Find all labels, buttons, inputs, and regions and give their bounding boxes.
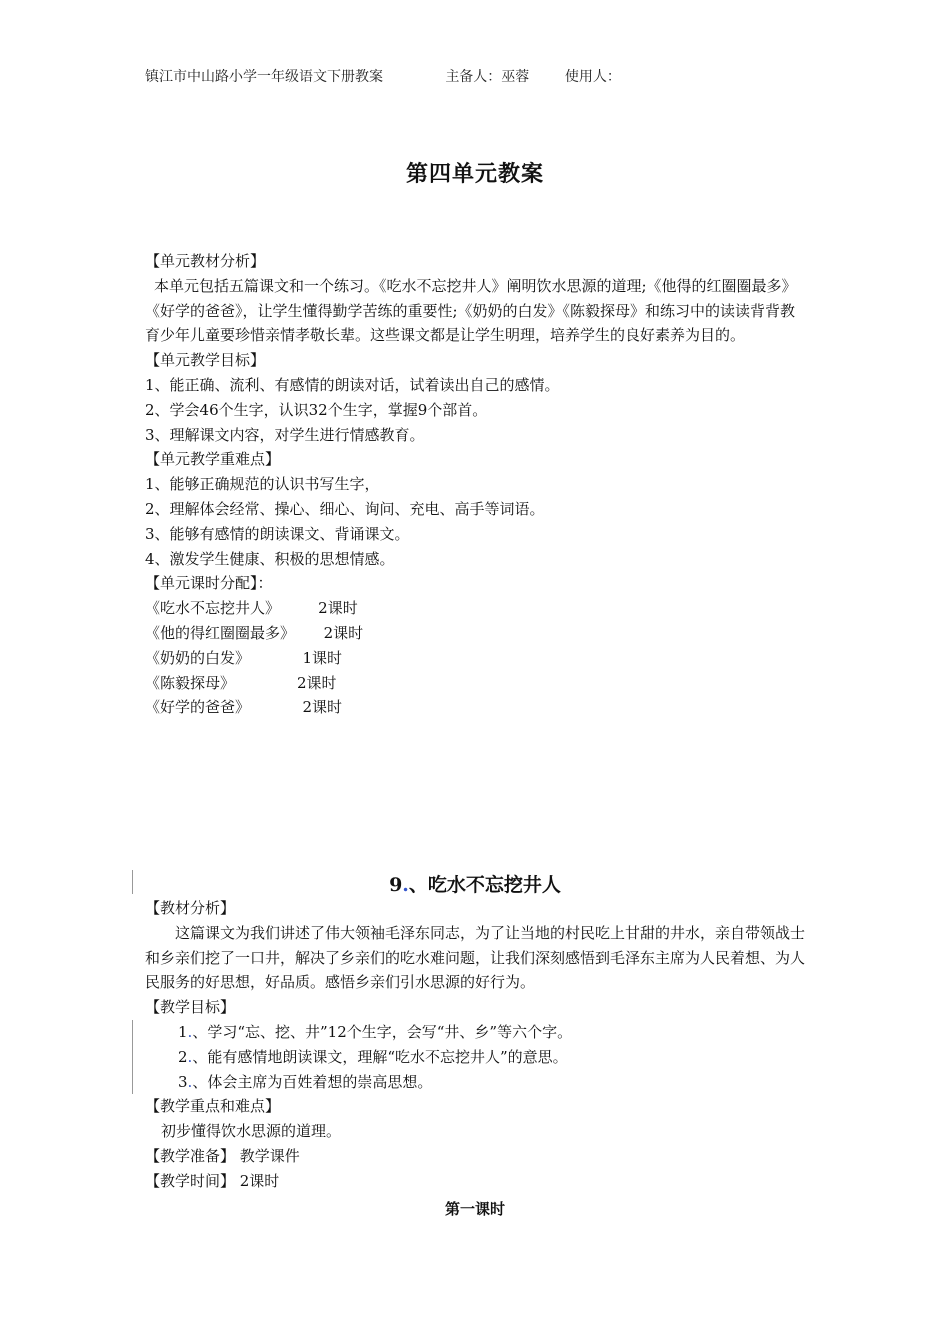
unit-analysis-text: 本单元包括五篇课文和一个练习。《吃水不忘挖井人》阐明饮水思源的道理;《他得的红圈圈最多》《好学的爸爸》，让学生懂得勤学苦练的重要性;《奶奶的白发》《陈毅探母》和练习中的读读背背教育少年儿童要珍惜亲情孝敬长辈。这些课文都是让学生明理，培养学生的良好素养为目的。 xyxy=(145,276,797,345)
lesson-analysis-heading: 【教材分析】 xyxy=(145,899,236,917)
unit-section xyxy=(145,249,810,720)
unit-goal: 3、理解课文内容，对学生进行情感教育。 xyxy=(145,425,425,444)
lesson-section xyxy=(145,896,810,1194)
lesson-goal: 3.、体会主席为百姓着想的崇高思想。 xyxy=(178,1072,433,1091)
unit-key-point: 2、理解体会经常、操心、细心、询问、充电、高手等词语。 xyxy=(145,499,545,518)
lesson-time: 【教学时间】 2课时 xyxy=(145,1171,280,1190)
unit-analysis-heading: 【单元教材分析】 xyxy=(145,252,266,270)
unit-goal: 2、学会46个生字，认识32个生字，掌握9个部首。 xyxy=(145,400,488,419)
unit-title: 第四单元教案 xyxy=(405,161,544,187)
unit-goals-heading: 【单元教学目标】 xyxy=(145,351,266,370)
unit-key-point: 1、能够正确规范的认识书写生字， xyxy=(145,475,380,494)
lesson-key-text: 初步懂得饮水思源的道理。 xyxy=(161,1122,342,1141)
header-preparer: 主备人：巫蓉 xyxy=(445,69,530,85)
page-header xyxy=(145,66,621,86)
schedule-row: 《吃水不忘挖井人》 2课时 xyxy=(145,599,358,618)
lesson-key-heading: 【教学重点和难点】 xyxy=(145,1097,281,1116)
schedule-row: 《他的得红圈圈最多》 2课时 xyxy=(145,623,364,642)
schedule-row: 《陈毅探母》 2课时 xyxy=(145,673,337,692)
schedule-row: 《好学的爸爸》 2课时 xyxy=(145,698,343,717)
lesson-analysis-text: 这篇课文为我们讲述了伟大领袖毛泽东同志，为了让当地的村民吃上甘甜的井水，亲自带领战士和乡亲们挖了一口井，解决了乡亲们的吃水难问题，让我们深刻感悟到毛泽东主席为人民着想、为人民服务的好思想，好品质。感悟乡亲们引水思源的好行为。 xyxy=(145,923,806,992)
lesson-goal: 1.、学习“忘、挖、井”12个生字，会写“井、乡”等六个字。 xyxy=(178,1022,573,1041)
schedule-row: 《奶奶的白发》 1课时 xyxy=(145,648,343,667)
lesson-goal: 2.、能有感情地朗读课文，理解“吃水不忘挖井人”的意思。 xyxy=(178,1047,568,1066)
header-school: 镇江市中山路小学一年级语文下册教案 xyxy=(145,69,383,85)
lesson-title: 9.、吃水不忘挖井人 xyxy=(389,874,561,896)
unit-key-heading: 【单元教学重难点】 xyxy=(145,450,281,469)
first-period-heading: 第一课时 xyxy=(444,1200,505,1218)
header-user: 使用人： xyxy=(564,69,621,85)
unit-schedule-heading: 【单元课时分配】： xyxy=(145,574,273,593)
unit-goal: 1、能正确、流利、有感情的朗读对话，试着读出自己的感情。 xyxy=(145,375,560,394)
unit-key-point: 4、激发学生健康、积极的思想情感。 xyxy=(145,549,395,568)
unit-key-point: 3、能够有感情的朗读课文、背诵课文。 xyxy=(145,524,410,543)
change-bar xyxy=(132,1020,133,1094)
lesson-prep: 【教学准备】 教学课件 xyxy=(145,1146,300,1165)
lesson-goals-heading: 【教学目标】 xyxy=(145,998,236,1017)
